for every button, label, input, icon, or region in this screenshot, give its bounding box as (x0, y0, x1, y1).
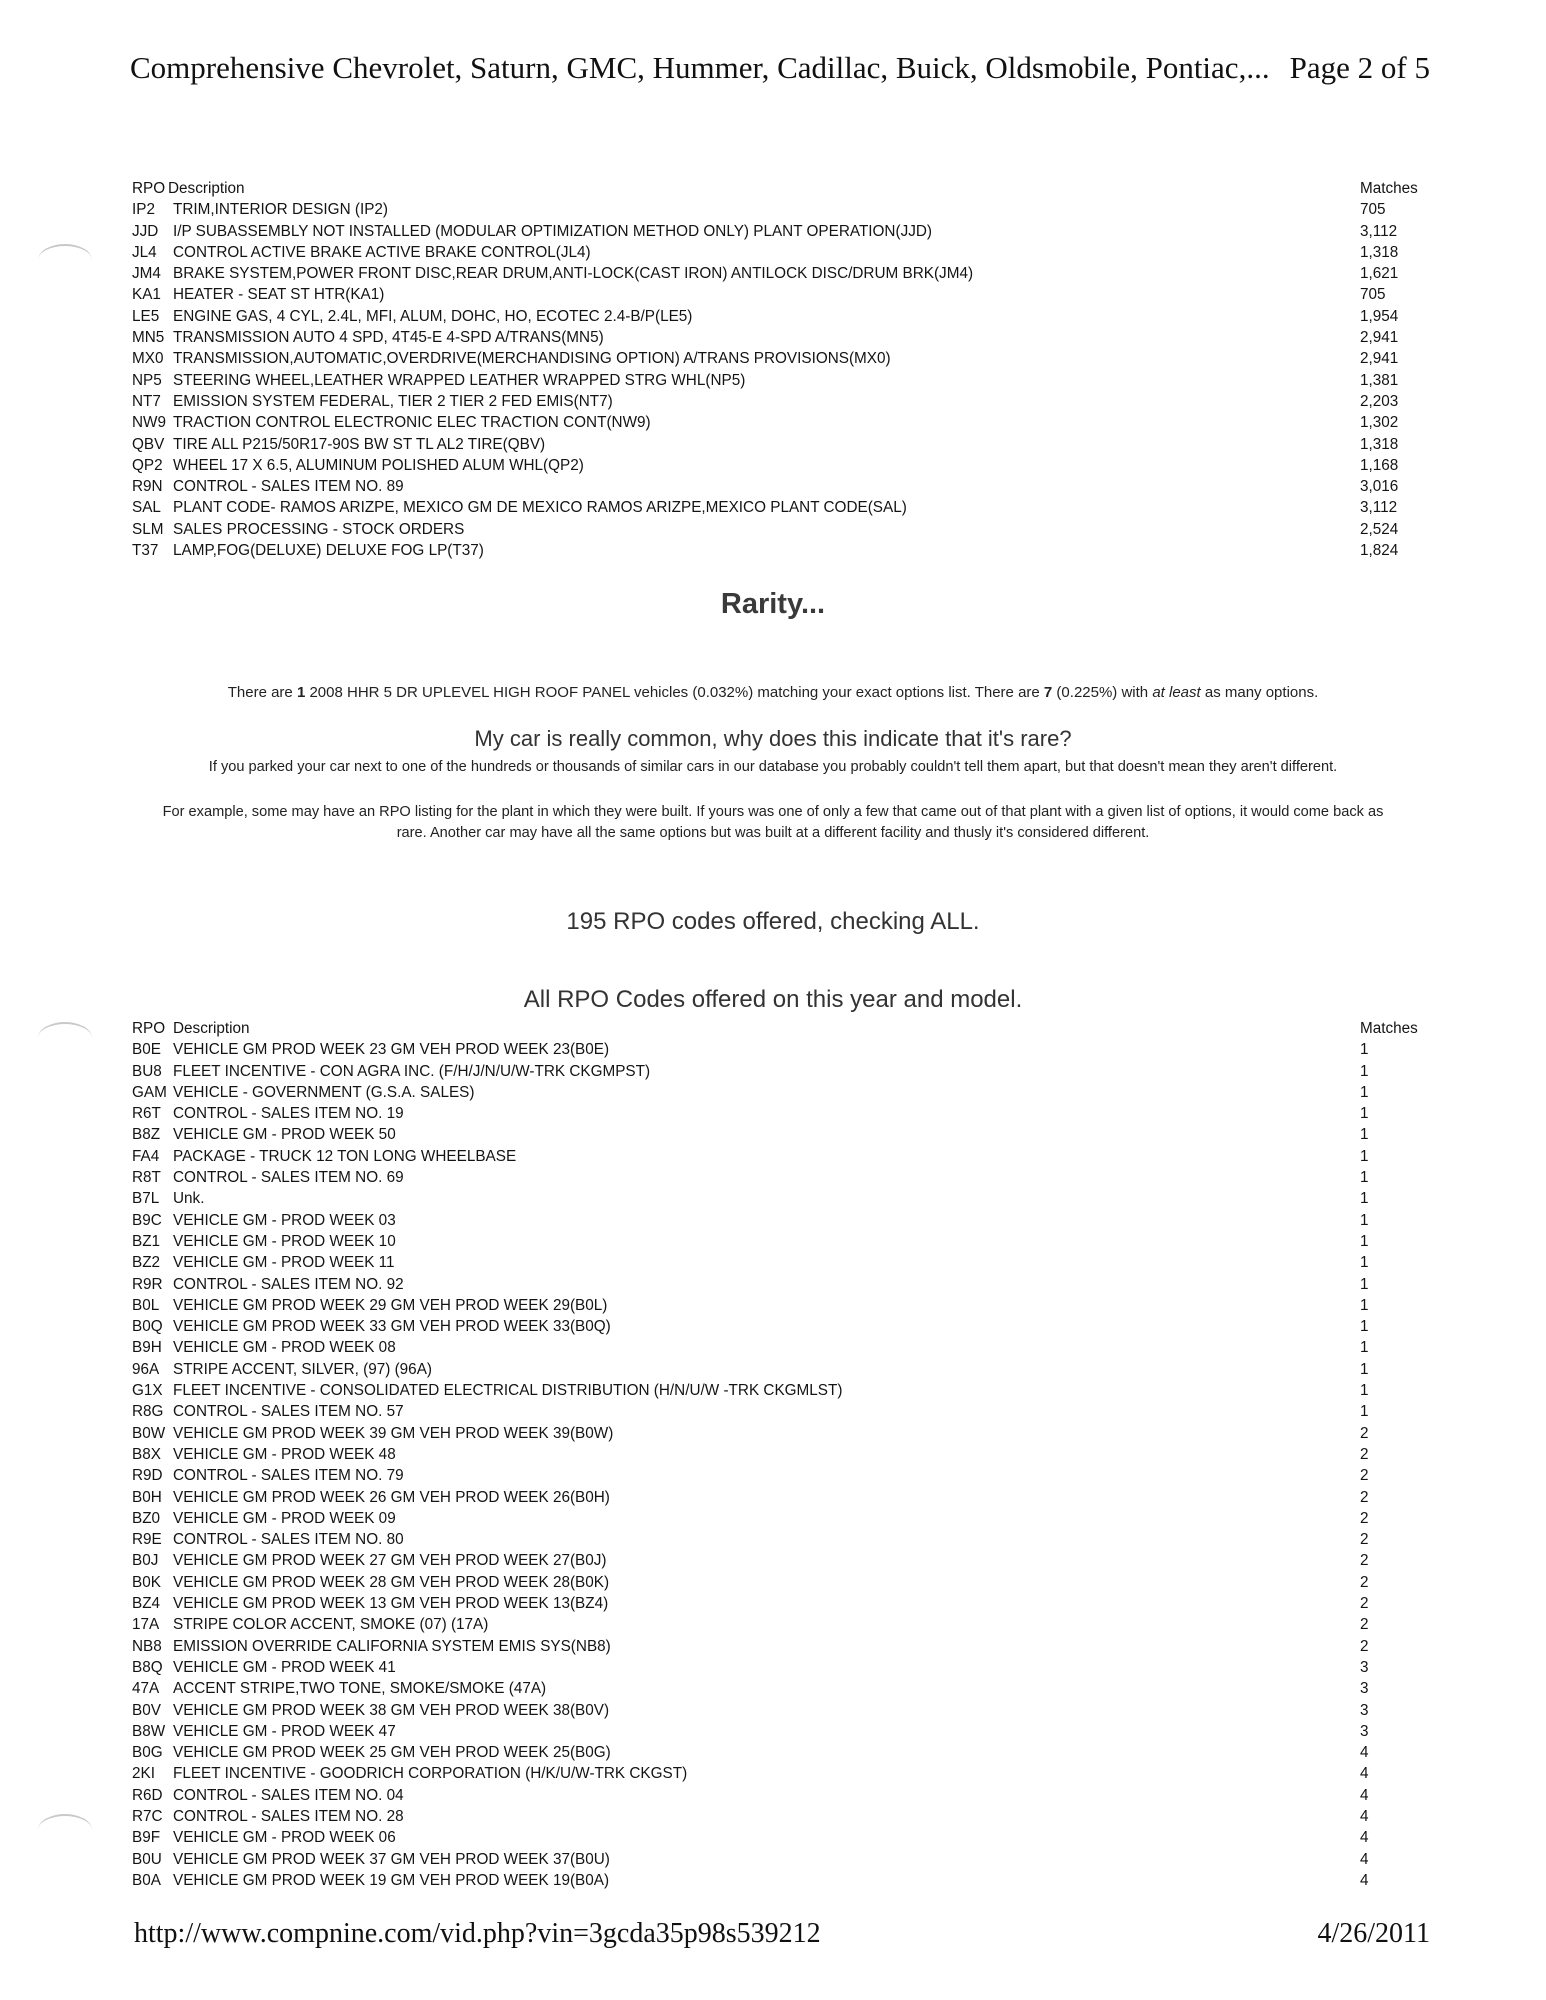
match-count: 1,621 (1360, 265, 1399, 283)
rpo-code: B8X (132, 1445, 161, 1463)
match-count: 1,824 (1360, 542, 1399, 560)
rpo-code: NB8 (132, 1637, 162, 1655)
rpo-description: VEHICLE GM PROD WEEK 19 GM VEH PROD WEEK 19(B0A) (173, 1871, 610, 1889)
table-row (132, 540, 1432, 561)
match-count: 2 (1360, 1509, 1369, 1527)
table-row (132, 1827, 1432, 1848)
table-header (132, 178, 1432, 199)
table-row (132, 1124, 1432, 1145)
faq-example-paragraph: For example, some may have an RPO listing for the plant in which they were built. If yours was one of only a few that came out of that plant with a given list of options, it would come back as rare. Another car may have all the same options but was built at a different facility and thusly it's considered different. (162, 804, 1384, 841)
rpo-description: FLEET INCENTIVE - GOODRICH CORPORATION (H/K/U/W-TRK CKGST) (173, 1765, 688, 1783)
rpo-code: SLM (132, 520, 164, 538)
match-count: 1,318 (1360, 435, 1399, 453)
table-row (132, 1593, 1432, 1614)
rpo-description: VEHICLE GM PROD WEEK 23 GM VEH PROD WEEK 23(B0E) (173, 1041, 610, 1059)
rpo-description: VEHICLE GM - PROD WEEK 09 (173, 1509, 396, 1527)
rpo-code: G1X (132, 1382, 163, 1400)
table-row (132, 1572, 1432, 1593)
match-count: 4 (1360, 1744, 1369, 1762)
match-count: 1,168 (1360, 456, 1399, 474)
rpo-code: BZ2 (132, 1254, 161, 1272)
table-row (132, 370, 1432, 391)
all-codes-heading: All RPO Codes offered on this year and model. (523, 986, 1023, 1013)
rpo-code: T37 (132, 542, 159, 560)
rpo-code: 2KI (132, 1765, 155, 1783)
installed-options-table (132, 178, 1432, 561)
rpo-description: VEHICLE GM - PROD WEEK 48 (173, 1445, 396, 1463)
table-row (132, 1146, 1432, 1167)
rpo-code: BZ1 (132, 1232, 161, 1250)
rarity-text: (0.225%) with (1052, 684, 1153, 701)
rpo-code: B0Q (132, 1318, 163, 1336)
match-count: 3,016 (1360, 478, 1399, 496)
rpo-code: R8T (132, 1169, 161, 1187)
rpo-code: B7L (132, 1190, 160, 1208)
match-count: 4 (1360, 1807, 1369, 1825)
rpo-code: R9R (132, 1275, 163, 1293)
table-row (132, 455, 1432, 476)
rpo-description: VEHICLE GM PROD WEEK 39 GM VEH PROD WEEK 39(B0W) (173, 1424, 614, 1442)
rpo-code: B0U (132, 1850, 162, 1868)
rpo-code: MN5 (132, 329, 165, 347)
page-number: Page 2 of 5 (1289, 50, 1430, 85)
rpo-code: B0G (132, 1744, 163, 1762)
match-count: 1 (1360, 1083, 1369, 1101)
punch-hole-mark (38, 244, 92, 276)
rpo-description: CONTROL ACTIVE BRAKE ACTIVE BRAKE CONTROL(JL4) (173, 243, 591, 261)
table-row (132, 1465, 1432, 1486)
rpo-description: VEHICLE - GOVERNMENT (G.S.A. SALES) (173, 1083, 475, 1101)
table-row (132, 348, 1432, 369)
match-count: 1 (1360, 1339, 1369, 1357)
match-count: 1,318 (1360, 243, 1399, 261)
rpo-code: JM4 (132, 265, 161, 283)
rpo-description: VEHICLE GM - PROD WEEK 06 (173, 1829, 396, 1847)
document-title: Comprehensive Chevrolet, Saturn, GMC, Hummer, Cadillac, Buick, Oldsmobile, Pontiac,... (130, 50, 1270, 85)
rarity-emphasis: at least (1152, 684, 1201, 701)
match-count: 1,381 (1360, 371, 1399, 389)
rpo-description: VEHICLE GM PROD WEEK 28 GM VEH PROD WEEK 28(B0K) (173, 1573, 610, 1591)
rpo-description: VEHICLE GM - PROD WEEK 41 (173, 1658, 396, 1676)
match-count: 3 (1360, 1658, 1369, 1676)
table-row (132, 1103, 1432, 1124)
punch-hole-mark (38, 1022, 92, 1054)
match-count: 3,112 (1360, 499, 1398, 517)
rpo-description: CONTROL - SALES ITEM NO. 19 (173, 1105, 404, 1123)
table-row (132, 1657, 1432, 1678)
rpo-description: VEHICLE GM - PROD WEEK 08 (173, 1339, 396, 1357)
table-row (132, 1380, 1432, 1401)
table-row (132, 1785, 1432, 1806)
match-count: 2 (1360, 1595, 1369, 1613)
match-count: 1 (1360, 1169, 1369, 1187)
rpo-description: TRANSMISSION AUTO 4 SPD, 4T45-E 4-SPD A/TRANS(MN5) (173, 329, 604, 347)
column-header-rpo: RPO (132, 180, 166, 197)
rpo-code: B0J (132, 1552, 159, 1570)
rpo-description: ENGINE GAS, 4 CYL, 2.4L, MFI, ALUM, DOHC, HO, ECOTEC 2.4-B/P(LE5) (173, 307, 693, 325)
all-rpo-codes-table (132, 1018, 1432, 1891)
rpo-code: B9C (132, 1211, 162, 1229)
match-count: 2 (1360, 1552, 1369, 1570)
match-count: 2 (1360, 1445, 1369, 1463)
match-count: 1,302 (1360, 414, 1399, 432)
match-count: 1 (1360, 1318, 1369, 1336)
rpo-code: 96A (132, 1360, 160, 1378)
rpo-code: KA1 (132, 286, 161, 304)
match-count: 1 (1360, 1254, 1369, 1272)
rpo-code: FA4 (132, 1147, 160, 1165)
rpo-description: CONTROL - SALES ITEM NO. 92 (173, 1275, 404, 1293)
rpo-code: SAL (132, 499, 161, 517)
table-row (132, 434, 1432, 455)
exact-match-count: 1 (296, 684, 306, 701)
rpo-code: QP2 (132, 456, 163, 474)
rpo-description: STRIPE COLOR ACCENT, SMOKE (07) (17A) (173, 1616, 489, 1634)
rpo-description: VEHICLE GM PROD WEEK 27 GM VEH PROD WEEK 27(B0J) (173, 1552, 607, 1570)
match-count: 4 (1360, 1786, 1369, 1804)
match-count: 1 (1360, 1211, 1369, 1229)
table-row (132, 199, 1432, 220)
table-row (132, 221, 1432, 242)
rpo-description: VEHICLE GM - PROD WEEK 11 (173, 1254, 395, 1272)
rarity-text: 2008 HHR 5 DR UPLEVEL HIGH ROOF PANEL vehicles (0.032%) matching your exact options list. There are (305, 684, 1044, 701)
rpo-description: VEHICLE GM - PROD WEEK 03 (173, 1211, 396, 1229)
match-count: 2 (1360, 1488, 1369, 1506)
rpo-code: JJD (132, 222, 159, 240)
match-count: 3,112 (1360, 222, 1398, 240)
match-count: 1 (1360, 1382, 1369, 1400)
match-count: 1 (1360, 1360, 1369, 1378)
table-row (132, 1550, 1432, 1571)
table-row (132, 1188, 1432, 1209)
table-row (132, 1721, 1432, 1742)
match-count: 4 (1360, 1850, 1369, 1868)
table-row (132, 519, 1432, 540)
rpo-code: NW9 (132, 414, 166, 432)
rpo-code: R6D (132, 1786, 163, 1804)
rarity-summary (0, 684, 1546, 701)
table-row (132, 1849, 1432, 1870)
table-row (132, 1210, 1432, 1231)
rpo-code: NT7 (132, 392, 161, 410)
rpo-description: TRANSMISSION,AUTOMATIC,OVERDRIVE(MERCHANDISING OPTION) A/TRANS PROVISIONS(MX0) (173, 350, 891, 368)
source-url: http://www.compnine.com/vid.php?vin=3gcda35p98s539212 (134, 1918, 821, 1949)
rpo-code: R9D (132, 1467, 163, 1485)
rpo-description: CONTROL - SALES ITEM NO. 57 (173, 1403, 404, 1421)
match-count: 1 (1360, 1126, 1369, 1144)
rpo-description: VEHICLE GM - PROD WEEK 50 (173, 1126, 396, 1144)
table-row (132, 1423, 1432, 1444)
page-footer (134, 1918, 1430, 1950)
table-row (132, 1039, 1432, 1060)
rarity-text: as many options. (1200, 684, 1319, 701)
page-header (130, 50, 1430, 86)
rpo-description: TIRE ALL P215/50R17-90S BW ST TL AL2 TIRE(QBV) (173, 435, 546, 453)
table-row (132, 306, 1432, 327)
rpo-description: VEHICLE GM - PROD WEEK 47 (173, 1722, 396, 1740)
rpo-code: R7C (132, 1807, 163, 1825)
rpo-description: FLEET INCENTIVE - CONSOLIDATED ELECTRICAL DISTRIBUTION (H/N/U/W -TRK CKGMLST) (173, 1382, 843, 1400)
table-row (132, 1401, 1432, 1422)
match-count: 2,203 (1360, 392, 1399, 410)
rpo-description: CONTROL - SALES ITEM NO. 89 (173, 478, 404, 496)
rpo-description: FLEET INCENTIVE - CON AGRA INC. (F/H/J/N/U/W-TRK CKGMPST) (173, 1062, 651, 1080)
table-row (132, 1082, 1432, 1103)
table-row (132, 263, 1432, 284)
match-count: 705 (1360, 286, 1386, 304)
rpo-code: B8W (132, 1722, 166, 1740)
rpo-code: R9E (132, 1531, 162, 1549)
rpo-description: TRIM,INTERIOR DESIGN (IP2) (173, 201, 389, 219)
table-row (132, 1274, 1432, 1295)
rpo-description: CONTROL - SALES ITEM NO. 80 (173, 1531, 404, 1549)
table-header (132, 1018, 1432, 1039)
rpo-description: CONTROL - SALES ITEM NO. 04 (173, 1786, 404, 1804)
rpo-description: EMISSION OVERRIDE CALIFORNIA SYSTEM EMIS SYS(NB8) (173, 1637, 611, 1655)
match-count: 3 (1360, 1680, 1369, 1698)
rpo-code: B9F (132, 1829, 161, 1847)
rpo-code: BZ4 (132, 1595, 161, 1613)
table-row (132, 1252, 1432, 1273)
rpo-code: R8G (132, 1403, 164, 1421)
rpo-description: EMISSION SYSTEM FEDERAL, TIER 2 TIER 2 FED EMIS(NT7) (173, 392, 613, 410)
column-header-description: Description (173, 1020, 250, 1037)
match-count: 1 (1360, 1275, 1369, 1293)
rpo-code: B0E (132, 1041, 161, 1059)
rpo-code: B8Q (132, 1658, 163, 1676)
table-row (132, 412, 1432, 433)
atleast-match-count: 7 (1043, 684, 1053, 701)
rpo-code: MX0 (132, 350, 164, 368)
rpo-code: BU8 (132, 1062, 162, 1080)
table-row (132, 327, 1432, 348)
table-row (132, 1763, 1432, 1784)
match-count: 2 (1360, 1573, 1369, 1591)
match-count: 2,941 (1360, 329, 1399, 347)
rpo-description: ACCENT STRIPE,TWO TONE, SMOKE/SMOKE (47A) (173, 1680, 547, 1698)
print-date: 4/26/2011 (1317, 1918, 1430, 1949)
match-count: 1 (1360, 1190, 1369, 1208)
match-count: 2 (1360, 1467, 1369, 1485)
table-row (132, 242, 1432, 263)
match-count: 4 (1360, 1829, 1369, 1847)
table-row (132, 1700, 1432, 1721)
rpo-description: CONTROL - SALES ITEM NO. 28 (173, 1807, 404, 1825)
rpo-code: B8Z (132, 1126, 161, 1144)
rpo-description: STEERING WHEEL,LEATHER WRAPPED LEATHER WRAPPED STRG WHL(NP5) (173, 371, 746, 389)
table-row (132, 284, 1432, 305)
match-count: 1 (1360, 1232, 1369, 1250)
match-count: 3 (1360, 1722, 1369, 1740)
rpo-description: HEATER - SEAT ST HTR(KA1) (173, 286, 385, 304)
rpo-code: LE5 (132, 307, 160, 325)
table-row (132, 476, 1432, 497)
match-count: 1 (1360, 1403, 1369, 1421)
rpo-code: B0L (132, 1296, 160, 1314)
column-header-matches: Matches (1360, 1020, 1418, 1037)
match-count: 2 (1360, 1637, 1369, 1655)
table-row (132, 1167, 1432, 1188)
table-row (132, 1444, 1432, 1465)
match-count: 1 (1360, 1296, 1369, 1314)
rpo-code: B0H (132, 1488, 162, 1506)
match-count: 2 (1360, 1531, 1369, 1549)
rpo-code: B0A (132, 1871, 161, 1889)
rpo-code: QBV (132, 435, 165, 453)
table-row (132, 1359, 1432, 1380)
match-count: 1 (1360, 1041, 1369, 1059)
match-count: 2 (1360, 1616, 1369, 1634)
rpo-code: 17A (132, 1616, 160, 1634)
match-count: 705 (1360, 201, 1386, 219)
rpo-description: VEHICLE GM PROD WEEK 13 GM VEH PROD WEEK 13(BZ4) (173, 1595, 609, 1613)
rpo-code: B0K (132, 1573, 161, 1591)
rpo-description: BRAKE SYSTEM,POWER FRONT DISC,REAR DRUM,ANTI-LOCK(CAST IRON) ANTILOCK DISC/DRUM BRK(JM4) (173, 265, 974, 283)
rpo-code: IP2 (132, 201, 155, 219)
match-count: 3 (1360, 1701, 1369, 1719)
table-row (132, 1529, 1432, 1550)
rpo-description: CONTROL - SALES ITEM NO. 69 (173, 1169, 404, 1187)
faq-answer-paragraph: If you parked your car next to one of the hundreds or thousands of similar cars in our database you probably couldn't tell them apart, but that doesn't mean they aren't different. (208, 759, 1338, 775)
match-count: 1 (1360, 1105, 1369, 1123)
punch-hole-mark (38, 1814, 92, 1846)
table-body (132, 199, 1432, 561)
rpo-description: VEHICLE GM PROD WEEK 38 GM VEH PROD WEEK 38(B0V) (173, 1701, 610, 1719)
match-count: 2 (1360, 1424, 1369, 1442)
table-row (132, 1061, 1432, 1082)
rpo-description: I/P SUBASSEMBLY NOT INSTALLED (MODULAR OPTIMIZATION METHOD ONLY) PLANT OPERATION(JJD) (173, 222, 933, 240)
rpo-description: VEHICLE GM PROD WEEK 29 GM VEH PROD WEEK 29(B0L) (173, 1296, 608, 1314)
rarity-text: There are (227, 684, 297, 701)
rpo-description: Unk. (173, 1190, 205, 1208)
column-header-description: Description (168, 180, 245, 197)
rpo-description: STRIPE ACCENT, SILVER, (97) (96A) (173, 1360, 432, 1378)
codes-offered-count: 195 RPO codes offered, checking ALL. (566, 908, 980, 935)
match-count: 1,954 (1360, 307, 1399, 325)
match-count: 1 (1360, 1147, 1369, 1165)
table-row (132, 1870, 1432, 1891)
rpo-description: PACKAGE - TRUCK 12 TON LONG WHEELBASE (173, 1147, 517, 1165)
table-row (132, 1678, 1432, 1699)
rpo-description: SALES PROCESSING - STOCK ORDERS (173, 520, 465, 538)
rpo-code: R6T (132, 1105, 161, 1123)
rpo-description: VEHICLE GM PROD WEEK 25 GM VEH PROD WEEK 25(B0G) (173, 1744, 611, 1762)
rpo-code: B9H (132, 1339, 162, 1357)
rpo-description: VEHICLE GM PROD WEEK 37 GM VEH PROD WEEK 37(B0U) (173, 1850, 610, 1868)
rpo-description: PLANT CODE- RAMOS ARIZPE, MEXICO GM DE MEXICO RAMOS ARIZPE,MEXICO PLANT CODE(SAL) (173, 499, 907, 517)
table-row (132, 497, 1432, 518)
rpo-description: LAMP,FOG(DELUXE) DELUXE FOG LP(T37) (173, 542, 484, 560)
match-count: 1 (1360, 1062, 1369, 1080)
rpo-description: WHEEL 17 X 6.5, ALUMINUM POLISHED ALUM WHL(QP2) (173, 456, 584, 474)
column-header-matches: Matches (1360, 180, 1418, 197)
match-count: 4 (1360, 1871, 1369, 1889)
rpo-code: B0V (132, 1701, 161, 1719)
rpo-code: GAM (132, 1083, 167, 1101)
rpo-code: 47A (132, 1680, 160, 1698)
faq-question: My car is really common, why does this indicate that it's rare? (474, 726, 1072, 751)
rpo-code: JL4 (132, 243, 157, 261)
match-count: 2,941 (1360, 350, 1399, 368)
table-row (132, 1337, 1432, 1358)
table-row (132, 1742, 1432, 1763)
rpo-code: R9N (132, 478, 163, 496)
table-row (132, 1806, 1432, 1827)
table-row (132, 1614, 1432, 1635)
rpo-description: VEHICLE GM - PROD WEEK 10 (173, 1232, 396, 1250)
match-count: 2,524 (1360, 520, 1399, 538)
rpo-code: BZ0 (132, 1509, 161, 1527)
table-row (132, 1295, 1432, 1316)
rpo-description: VEHICLE GM PROD WEEK 33 GM VEH PROD WEEK 33(B0Q) (173, 1318, 611, 1336)
rpo-description: VEHICLE GM PROD WEEK 26 GM VEH PROD WEEK 26(B0H) (173, 1488, 610, 1506)
table-row (132, 1508, 1432, 1529)
rpo-description: CONTROL - SALES ITEM NO. 79 (173, 1467, 404, 1485)
table-body (132, 1039, 1432, 1891)
rpo-code: NP5 (132, 371, 162, 389)
table-row (132, 1231, 1432, 1252)
match-count: 4 (1360, 1765, 1369, 1783)
table-row (132, 1636, 1432, 1657)
rarity-heading: Rarity... (720, 588, 826, 620)
table-row (132, 1487, 1432, 1508)
column-header-rpo: RPO (132, 1020, 166, 1037)
rpo-code: B0W (132, 1424, 166, 1442)
table-row (132, 1316, 1432, 1337)
table-row (132, 391, 1432, 412)
rpo-description: TRACTION CONTROL ELECTRONIC ELEC TRACTION CONT(NW9) (173, 414, 651, 432)
